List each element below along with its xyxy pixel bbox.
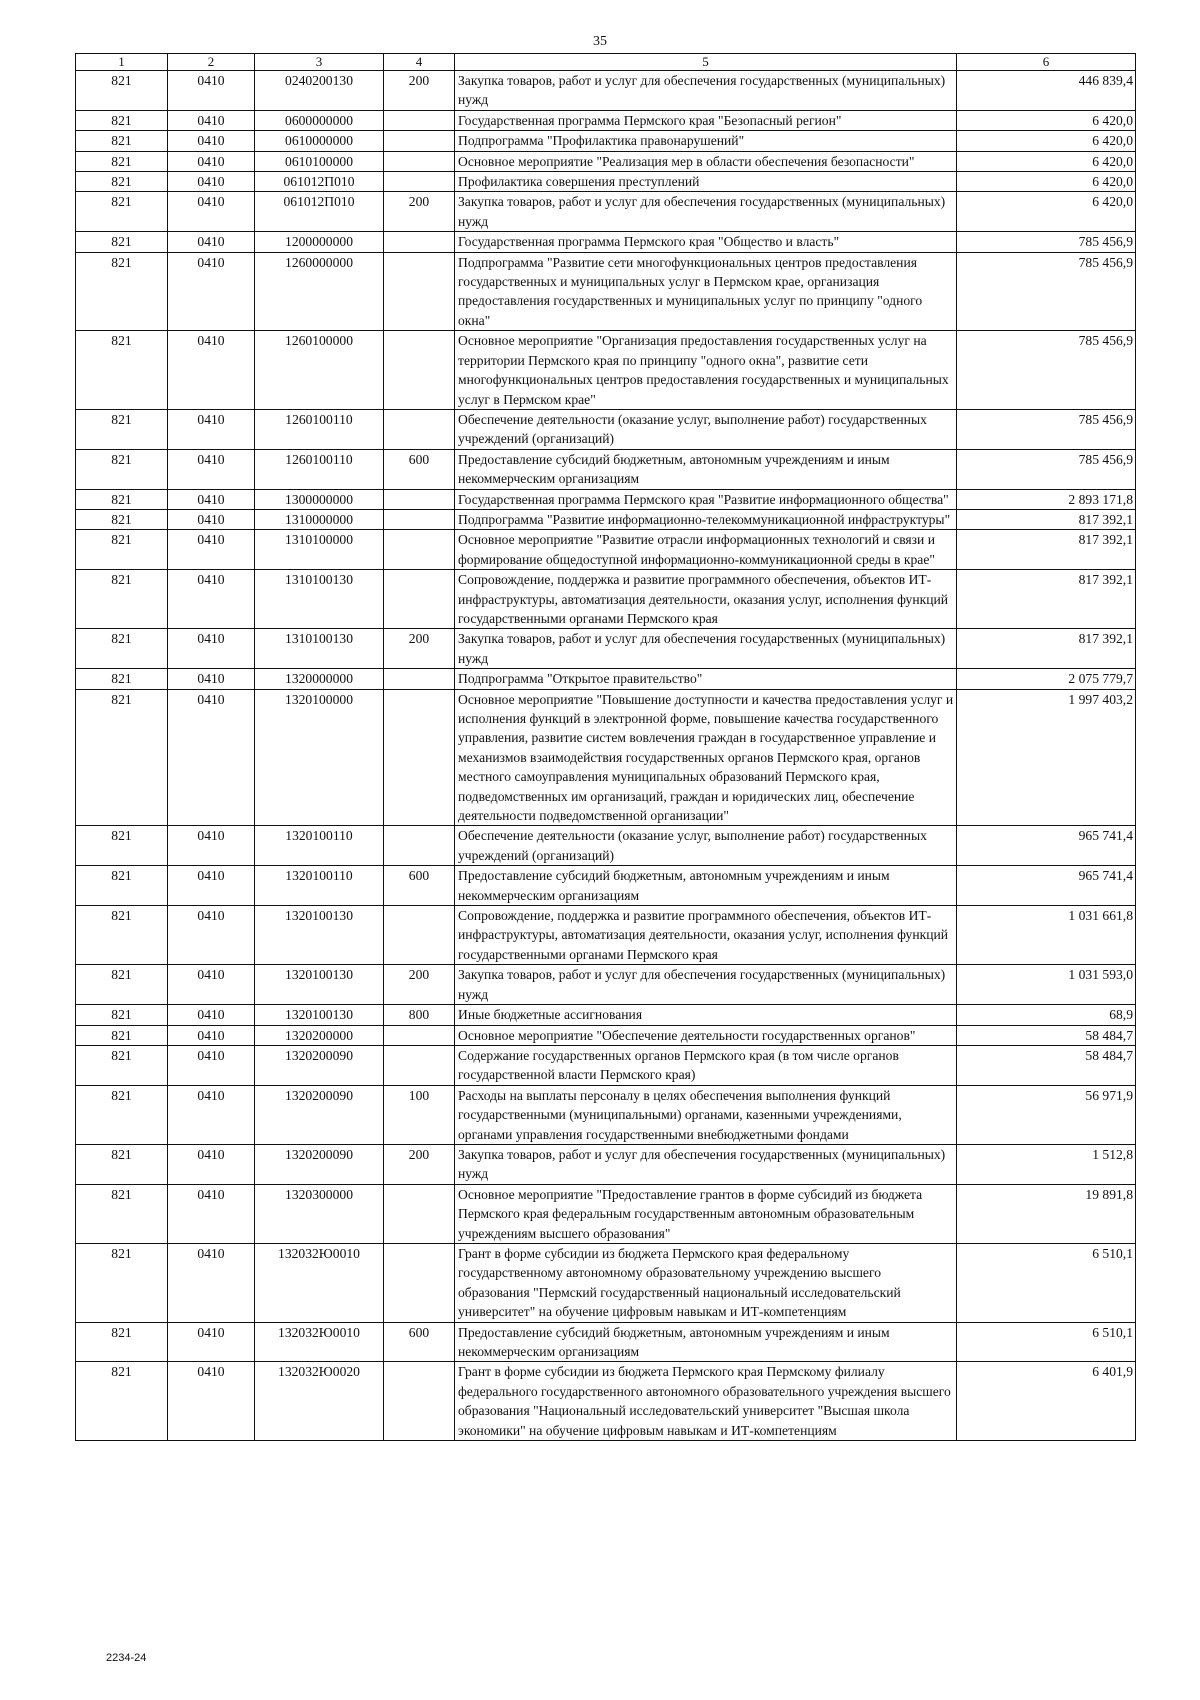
cell-admin-code: 821 bbox=[76, 192, 168, 232]
column-header-2: 2 bbox=[168, 54, 255, 71]
cell-description: Грант в форме субсидии из бюджета Пермского края Пермскому филиалу федерального государственного автономного образовательного учреждения высшего образования "Национальный исследовательский университет "Высшая школа экономики" на обучение цифровым навыкам и ИТ-компетенциям bbox=[455, 1362, 957, 1441]
cell-description: Государственная программа Пермского края "Развитие информационного общества" bbox=[455, 489, 957, 509]
cell-section-code: 0410 bbox=[168, 489, 255, 509]
cell-admin-code: 821 bbox=[76, 331, 168, 410]
table-row bbox=[76, 232, 1136, 252]
cell-expense-type: 600 bbox=[384, 866, 455, 906]
cell-expense-type bbox=[384, 689, 455, 826]
cell-section-code: 0410 bbox=[168, 1045, 255, 1085]
table-row bbox=[76, 1144, 1136, 1184]
table-row bbox=[76, 71, 1136, 111]
cell-admin-code: 821 bbox=[76, 1025, 168, 1045]
cell-expense-type bbox=[384, 1045, 455, 1085]
cell-expense-type bbox=[384, 489, 455, 509]
document-code: 2234-24 bbox=[106, 1652, 147, 1664]
table-row bbox=[76, 489, 1136, 509]
cell-description: Иные бюджетные ассигнования bbox=[455, 1005, 957, 1025]
cell-section-code: 0410 bbox=[168, 331, 255, 410]
cell-amount: 785 456,9 bbox=[957, 252, 1136, 331]
cell-amount: 6 420,0 bbox=[957, 110, 1136, 130]
cell-amount: 19 891,8 bbox=[957, 1184, 1136, 1243]
cell-expense-type bbox=[384, 232, 455, 252]
cell-description: Обеспечение деятельности (оказание услуг, выполнение работ) государственных учреждений (организаций) bbox=[455, 409, 957, 449]
cell-description: Подпрограмма "Профилактика правонарушений" bbox=[455, 131, 957, 151]
cell-target-code: 1320100110 bbox=[255, 826, 384, 866]
cell-admin-code: 821 bbox=[76, 965, 168, 1005]
table-row bbox=[76, 331, 1136, 410]
cell-target-code: 1320100110 bbox=[255, 866, 384, 906]
table-row bbox=[76, 509, 1136, 529]
cell-description: Предоставление субсидий бюджетным, автономным учреждениям и иным некоммерческим организациям bbox=[455, 1322, 957, 1362]
cell-section-code: 0410 bbox=[168, 965, 255, 1005]
cell-expense-type: 600 bbox=[384, 449, 455, 489]
table-row bbox=[76, 866, 1136, 906]
table-row bbox=[76, 192, 1136, 232]
cell-target-code: 132032Ю0010 bbox=[255, 1243, 384, 1322]
table-row bbox=[76, 449, 1136, 489]
table-row bbox=[76, 172, 1136, 192]
cell-admin-code: 821 bbox=[76, 826, 168, 866]
cell-section-code: 0410 bbox=[168, 151, 255, 171]
table-row bbox=[76, 151, 1136, 171]
cell-amount: 817 392,1 bbox=[957, 530, 1136, 570]
cell-expense-type bbox=[384, 826, 455, 866]
table-row bbox=[76, 669, 1136, 689]
table-row bbox=[76, 1184, 1136, 1243]
cell-description: Закупка товаров, работ и услуг для обеспечения государственных (муниципальных) нужд bbox=[455, 965, 957, 1005]
table-row bbox=[76, 1045, 1136, 1085]
cell-description: Государственная программа Пермского края "Общество и власть" bbox=[455, 232, 957, 252]
cell-amount: 6 510,1 bbox=[957, 1322, 1136, 1362]
cell-description: Расходы на выплаты персоналу в целях обеспечения выполнения функций государственными (муниципальными) органами, казенными учреждениями, органами управления государственными внебюджетными фондами bbox=[455, 1085, 957, 1144]
cell-admin-code: 821 bbox=[76, 1184, 168, 1243]
cell-description: Закупка товаров, работ и услуг для обеспечения государственных (муниципальных) нужд bbox=[455, 1144, 957, 1184]
cell-admin-code: 821 bbox=[76, 1362, 168, 1441]
cell-description: Предоставление субсидий бюджетным, автономным учреждениям и иным некоммерческим организациям bbox=[455, 449, 957, 489]
cell-description: Основное мероприятие "Повышение доступности и качества предоставления услуг и исполнения функций в электронной форме, повышение качества государственного управления, развитие систем вовлечения граждан в государственное управление и механизмов взаимодействия государственных органов Пермского края, органов местного самоуправления муниципальных образований Пермского края, подведомственных им организаций, граждан и юридических лиц, обеспечение деятельности подведомственной организации" bbox=[455, 689, 957, 826]
cell-section-code: 0410 bbox=[168, 252, 255, 331]
cell-target-code: 1310100130 bbox=[255, 570, 384, 629]
cell-amount: 1 512,8 bbox=[957, 1144, 1136, 1184]
cell-admin-code: 821 bbox=[76, 669, 168, 689]
cell-admin-code: 821 bbox=[76, 530, 168, 570]
cell-section-code: 0410 bbox=[168, 669, 255, 689]
cell-target-code: 0610000000 bbox=[255, 131, 384, 151]
cell-target-code: 1200000000 bbox=[255, 232, 384, 252]
cell-target-code: 1320100000 bbox=[255, 689, 384, 826]
table-row bbox=[76, 110, 1136, 130]
cell-amount: 817 392,1 bbox=[957, 629, 1136, 669]
cell-amount: 68,9 bbox=[957, 1005, 1136, 1025]
table-row bbox=[76, 409, 1136, 449]
table-row bbox=[76, 965, 1136, 1005]
cell-expense-type bbox=[384, 530, 455, 570]
cell-section-code: 0410 bbox=[168, 1144, 255, 1184]
cell-target-code: 1260000000 bbox=[255, 252, 384, 331]
cell-admin-code: 821 bbox=[76, 151, 168, 171]
cell-expense-type: 800 bbox=[384, 1005, 455, 1025]
cell-expense-type: 200 bbox=[384, 192, 455, 232]
cell-expense-type bbox=[384, 331, 455, 410]
cell-amount: 6 420,0 bbox=[957, 192, 1136, 232]
cell-amount: 1 997 403,2 bbox=[957, 689, 1136, 826]
cell-amount: 58 484,7 bbox=[957, 1045, 1136, 1085]
cell-expense-type bbox=[384, 906, 455, 965]
cell-target-code: 1310100130 bbox=[255, 629, 384, 669]
column-header-3: 3 bbox=[255, 54, 384, 71]
cell-description: Подпрограмма "Открытое правительство" bbox=[455, 669, 957, 689]
table-row bbox=[76, 1362, 1136, 1441]
cell-amount: 6 420,0 bbox=[957, 131, 1136, 151]
cell-admin-code: 821 bbox=[76, 232, 168, 252]
cell-amount: 446 839,4 bbox=[957, 71, 1136, 111]
cell-expense-type bbox=[384, 110, 455, 130]
cell-amount: 785 456,9 bbox=[957, 409, 1136, 449]
cell-amount: 2 075 779,7 bbox=[957, 669, 1136, 689]
cell-admin-code: 821 bbox=[76, 131, 168, 151]
cell-amount: 6 420,0 bbox=[957, 151, 1136, 171]
cell-amount: 58 484,7 bbox=[957, 1025, 1136, 1045]
cell-admin-code: 821 bbox=[76, 172, 168, 192]
cell-section-code: 0410 bbox=[168, 110, 255, 130]
table-row bbox=[76, 1025, 1136, 1045]
cell-admin-code: 821 bbox=[76, 489, 168, 509]
cell-amount: 785 456,9 bbox=[957, 232, 1136, 252]
cell-target-code: 1320000000 bbox=[255, 669, 384, 689]
cell-target-code: 061012П010 bbox=[255, 172, 384, 192]
table-row bbox=[76, 906, 1136, 965]
cell-section-code: 0410 bbox=[168, 689, 255, 826]
cell-admin-code: 821 bbox=[76, 629, 168, 669]
cell-description: Основное мероприятие "Организация предоставления государственных услуг на территории Пермского края по принципу "одного окна", развитие сети многофункциональных центров предоставления государственных и муниципальных услуг в Пермском крае" bbox=[455, 331, 957, 410]
cell-description: Содержание государственных органов Пермского края (в том числе органов государственной власти Пермского края) bbox=[455, 1045, 957, 1085]
page-number: 35 bbox=[593, 34, 607, 49]
budget-table bbox=[75, 53, 1136, 1441]
cell-expense-type: 200 bbox=[384, 629, 455, 669]
table-row bbox=[76, 826, 1136, 866]
cell-admin-code: 821 bbox=[76, 1005, 168, 1025]
cell-description: Закупка товаров, работ и услуг для обеспечения государственных (муниципальных) нужд bbox=[455, 71, 957, 111]
cell-amount: 965 741,4 bbox=[957, 866, 1136, 906]
cell-admin-code: 821 bbox=[76, 1322, 168, 1362]
cell-amount: 965 741,4 bbox=[957, 826, 1136, 866]
cell-amount: 1 031 593,0 bbox=[957, 965, 1136, 1005]
cell-amount: 1 031 661,8 bbox=[957, 906, 1136, 965]
cell-admin-code: 821 bbox=[76, 252, 168, 331]
cell-amount: 6 420,0 bbox=[957, 172, 1136, 192]
cell-expense-type: 100 bbox=[384, 1085, 455, 1144]
cell-description: Основное мероприятие "Развитие отрасли информационных технологий и связи и формирование общедоступной информационно-коммуникационной среды в крае" bbox=[455, 530, 957, 570]
cell-target-code: 0600000000 bbox=[255, 110, 384, 130]
cell-section-code: 0410 bbox=[168, 232, 255, 252]
cell-target-code: 1320200090 bbox=[255, 1144, 384, 1184]
cell-description: Сопровождение, поддержка и развитие программного обеспечения, объектов ИТ-инфраструктуры, автоматизация деятельности, оказания услуг, исполнения функций государственными органами Пермского края bbox=[455, 906, 957, 965]
cell-target-code: 1310000000 bbox=[255, 509, 384, 529]
cell-expense-type bbox=[384, 131, 455, 151]
cell-section-code: 0410 bbox=[168, 1025, 255, 1045]
cell-section-code: 0410 bbox=[168, 409, 255, 449]
table-row bbox=[76, 1243, 1136, 1322]
cell-target-code: 1300000000 bbox=[255, 489, 384, 509]
cell-section-code: 0410 bbox=[168, 570, 255, 629]
cell-target-code: 1320100130 bbox=[255, 965, 384, 1005]
cell-section-code: 0410 bbox=[168, 826, 255, 866]
cell-description: Обеспечение деятельности (оказание услуг, выполнение работ) государственных учреждений (организаций) bbox=[455, 826, 957, 866]
cell-admin-code: 821 bbox=[76, 866, 168, 906]
cell-expense-type bbox=[384, 151, 455, 171]
cell-target-code: 1320100130 bbox=[255, 1005, 384, 1025]
cell-target-code: 0240200130 bbox=[255, 71, 384, 111]
cell-target-code: 1260100000 bbox=[255, 331, 384, 410]
cell-description: Основное мероприятие "Предоставление грантов в форме субсидий из бюджета Пермского края федеральным государственным автономным образовательным учреждениям высшего образования" bbox=[455, 1184, 957, 1243]
cell-expense-type: 600 bbox=[384, 1322, 455, 1362]
header-row bbox=[76, 54, 1136, 71]
table-row bbox=[76, 689, 1136, 826]
cell-target-code: 061012П010 bbox=[255, 192, 384, 232]
cell-section-code: 0410 bbox=[168, 1362, 255, 1441]
cell-expense-type bbox=[384, 409, 455, 449]
cell-section-code: 0410 bbox=[168, 906, 255, 965]
cell-section-code: 0410 bbox=[168, 1085, 255, 1144]
cell-expense-type bbox=[384, 669, 455, 689]
cell-expense-type bbox=[384, 1025, 455, 1045]
cell-section-code: 0410 bbox=[168, 71, 255, 111]
cell-admin-code: 821 bbox=[76, 449, 168, 489]
cell-target-code: 0610100000 bbox=[255, 151, 384, 171]
cell-expense-type bbox=[384, 172, 455, 192]
cell-admin-code: 821 bbox=[76, 71, 168, 111]
table-row bbox=[76, 530, 1136, 570]
cell-section-code: 0410 bbox=[168, 1184, 255, 1243]
cell-section-code: 0410 bbox=[168, 1243, 255, 1322]
cell-description: Предоставление субсидий бюджетным, автономным учреждениям и иным некоммерческим организациям bbox=[455, 866, 957, 906]
cell-target-code: 1260100110 bbox=[255, 409, 384, 449]
cell-target-code: 1320200090 bbox=[255, 1085, 384, 1144]
cell-amount: 6 401,9 bbox=[957, 1362, 1136, 1441]
cell-description: Основное мероприятие "Обеспечение деятельности государственных органов" bbox=[455, 1025, 957, 1045]
cell-expense-type bbox=[384, 1243, 455, 1322]
table-row bbox=[76, 1322, 1136, 1362]
cell-amount: 6 510,1 bbox=[957, 1243, 1136, 1322]
cell-admin-code: 821 bbox=[76, 1045, 168, 1085]
table-row bbox=[76, 1085, 1136, 1144]
cell-section-code: 0410 bbox=[168, 449, 255, 489]
cell-section-code: 0410 bbox=[168, 192, 255, 232]
cell-amount: 817 392,1 bbox=[957, 570, 1136, 629]
cell-target-code: 1310100000 bbox=[255, 530, 384, 570]
cell-description: Основное мероприятие "Реализация мер в области обеспечения безопасности" bbox=[455, 151, 957, 171]
cell-description: Сопровождение, поддержка и развитие программного обеспечения, объектов ИТ-инфраструктуры, автоматизация деятельности, оказания услуг, исполнения функций государственными органами Пермского края bbox=[455, 570, 957, 629]
cell-expense-type bbox=[384, 1362, 455, 1441]
cell-section-code: 0410 bbox=[168, 530, 255, 570]
cell-expense-type bbox=[384, 509, 455, 529]
cell-section-code: 0410 bbox=[168, 1322, 255, 1362]
cell-target-code: 1320200000 bbox=[255, 1025, 384, 1045]
cell-target-code: 132032Ю0020 bbox=[255, 1362, 384, 1441]
cell-admin-code: 821 bbox=[76, 1243, 168, 1322]
cell-admin-code: 821 bbox=[76, 1085, 168, 1144]
table-row bbox=[76, 131, 1136, 151]
cell-section-code: 0410 bbox=[168, 172, 255, 192]
table-body bbox=[76, 54, 1136, 1441]
cell-section-code: 0410 bbox=[168, 1005, 255, 1025]
cell-description: Государственная программа Пермского края "Безопасный регион" bbox=[455, 110, 957, 130]
cell-section-code: 0410 bbox=[168, 131, 255, 151]
cell-description: Закупка товаров, работ и услуг для обеспечения государственных (муниципальных) нужд bbox=[455, 192, 957, 232]
cell-description: Грант в форме субсидии из бюджета Пермского края федеральному государственному автономному образовательному учреждению высшего образования "Пермский государственный национальный исследовательский университет" на обучение цифровым навыкам и ИТ-компетенциям bbox=[455, 1243, 957, 1322]
cell-description: Профилактика совершения преступлений bbox=[455, 172, 957, 192]
cell-section-code: 0410 bbox=[168, 629, 255, 669]
column-header-5: 5 bbox=[455, 54, 957, 71]
table-row bbox=[76, 252, 1136, 331]
cell-amount: 817 392,1 bbox=[957, 509, 1136, 529]
column-header-1: 1 bbox=[76, 54, 168, 71]
table-row bbox=[76, 629, 1136, 669]
cell-expense-type: 200 bbox=[384, 965, 455, 1005]
cell-admin-code: 821 bbox=[76, 409, 168, 449]
cell-target-code: 1320100130 bbox=[255, 906, 384, 965]
table-row bbox=[76, 1005, 1136, 1025]
cell-target-code: 1320300000 bbox=[255, 1184, 384, 1243]
cell-section-code: 0410 bbox=[168, 866, 255, 906]
cell-expense-type: 200 bbox=[384, 1144, 455, 1184]
cell-amount: 785 456,9 bbox=[957, 331, 1136, 410]
cell-expense-type: 200 bbox=[384, 71, 455, 111]
cell-amount: 785 456,9 bbox=[957, 449, 1136, 489]
table-row bbox=[76, 570, 1136, 629]
cell-admin-code: 821 bbox=[76, 1144, 168, 1184]
cell-expense-type bbox=[384, 570, 455, 629]
cell-admin-code: 821 bbox=[76, 906, 168, 965]
cell-section-code: 0410 bbox=[168, 509, 255, 529]
column-header-4: 4 bbox=[384, 54, 455, 71]
cell-admin-code: 821 bbox=[76, 110, 168, 130]
cell-target-code: 1260100110 bbox=[255, 449, 384, 489]
cell-amount: 2 893 171,8 bbox=[957, 489, 1136, 509]
cell-amount: 56 971,9 bbox=[957, 1085, 1136, 1144]
cell-expense-type bbox=[384, 252, 455, 331]
cell-description: Подпрограмма "Развитие сети многофункциональных центров предоставления государственных и муниципальных услуг в Пермском крае, организация предоставления государственных и муниципальных услуг по принципу "одного окна" bbox=[455, 252, 957, 331]
cell-description: Закупка товаров, работ и услуг для обеспечения государственных (муниципальных) нужд bbox=[455, 629, 957, 669]
cell-expense-type bbox=[384, 1184, 455, 1243]
cell-description: Подпрограмма "Развитие информационно-телекоммуникационной инфраструктуры" bbox=[455, 509, 957, 529]
column-header-6: 6 bbox=[957, 54, 1136, 71]
cell-admin-code: 821 bbox=[76, 570, 168, 629]
cell-admin-code: 821 bbox=[76, 509, 168, 529]
cell-admin-code: 821 bbox=[76, 689, 168, 826]
cell-target-code: 132032Ю0010 bbox=[255, 1322, 384, 1362]
cell-target-code: 1320200090 bbox=[255, 1045, 384, 1085]
